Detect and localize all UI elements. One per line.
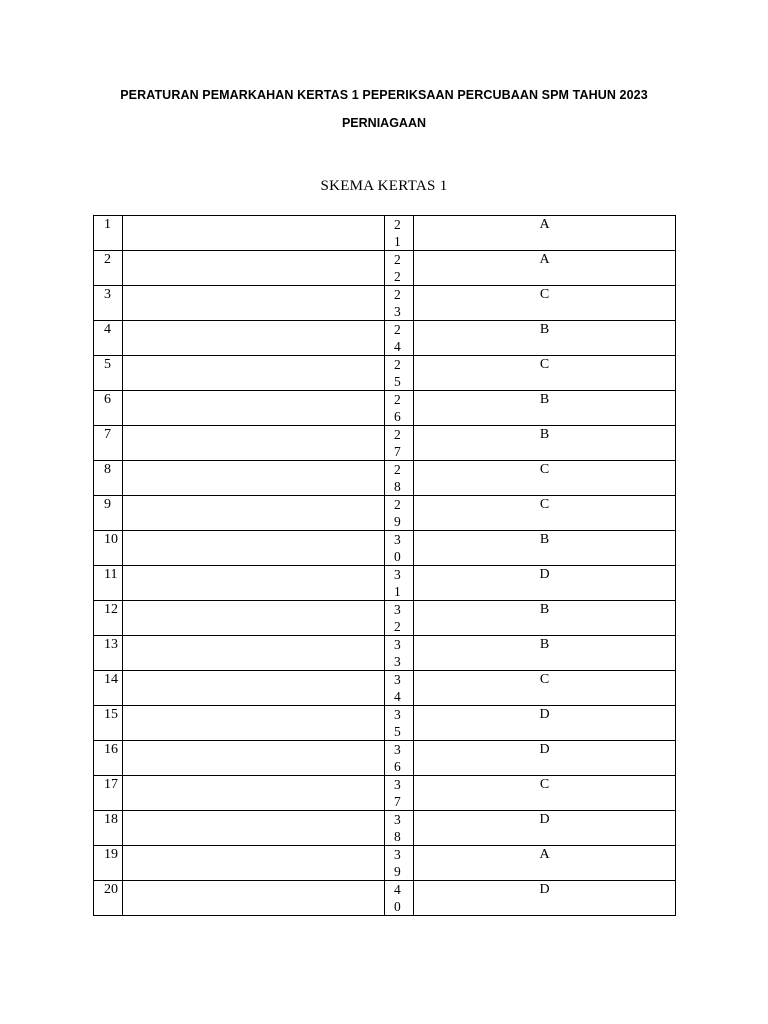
table-row xyxy=(94,356,676,391)
question-number-digit: 1 xyxy=(394,584,401,599)
answer-cell: B xyxy=(414,321,676,356)
question-number-cell: 15 xyxy=(94,706,123,741)
table-row xyxy=(94,846,676,881)
question-number-cell xyxy=(385,531,414,566)
answer-scheme-table xyxy=(93,215,676,916)
question-number-digit: 9 xyxy=(394,514,401,529)
question-number-digit: 7 xyxy=(394,444,401,459)
table-row xyxy=(94,251,676,286)
question-number-cell xyxy=(385,461,414,496)
answer-cell xyxy=(123,216,385,251)
answer-cell xyxy=(123,601,385,636)
question-number-digit: 0 xyxy=(394,899,401,914)
question-number-digit: 6 xyxy=(394,409,401,424)
answer-cell xyxy=(123,496,385,531)
question-number-digit: 3 xyxy=(394,602,401,617)
question-number-digit: 3 xyxy=(394,742,401,757)
answer-cell: C xyxy=(414,496,676,531)
answer-cell xyxy=(123,706,385,741)
answer-cell xyxy=(123,566,385,601)
question-number-cell: 7 xyxy=(94,426,123,461)
question-number-digit: 3 xyxy=(394,654,401,669)
answer-cell: A xyxy=(414,216,676,251)
table-row xyxy=(94,601,676,636)
question-number-digit: 4 xyxy=(394,339,401,354)
document-title: PERATURAN PEMARKAHAN KERTAS 1 PEPERIKSAAN PERCUBAAN SPM TAHUN 2023 xyxy=(120,88,648,102)
table-row xyxy=(94,286,676,321)
question-number-cell: 18 xyxy=(94,811,123,846)
question-number-cell: 17 xyxy=(94,776,123,811)
table-row xyxy=(94,636,676,671)
question-number-digit: 2 xyxy=(394,217,401,232)
answer-cell xyxy=(123,776,385,811)
answer-cell xyxy=(123,321,385,356)
table-row xyxy=(94,531,676,566)
question-number-digit: 5 xyxy=(394,724,401,739)
answer-table-body xyxy=(94,216,676,916)
subject-title: PERNIAGAAN xyxy=(341,116,427,130)
question-number-cell xyxy=(385,636,414,671)
answer-cell xyxy=(123,391,385,426)
question-number-digit: 3 xyxy=(394,847,401,862)
question-number-cell: 3 xyxy=(94,286,123,321)
question-number-cell: 6 xyxy=(94,391,123,426)
question-number-digit: 2 xyxy=(394,392,401,407)
table-row xyxy=(94,706,676,741)
question-number-cell: 5 xyxy=(94,356,123,391)
question-number-cell: 20 xyxy=(94,881,123,916)
answer-cell xyxy=(123,356,385,391)
question-number-cell xyxy=(385,811,414,846)
question-number-digit: 4 xyxy=(394,882,401,897)
answer-cell: D xyxy=(414,706,676,741)
table-row xyxy=(94,461,676,496)
answer-cell xyxy=(123,671,385,706)
question-number-cell: 12 xyxy=(94,601,123,636)
answer-cell: B xyxy=(414,426,676,461)
question-number-digit: 9 xyxy=(394,864,401,879)
question-number-cell: 11 xyxy=(94,566,123,601)
question-number-digit: 3 xyxy=(394,304,401,319)
question-number-digit: 3 xyxy=(394,707,401,722)
question-number-cell xyxy=(385,846,414,881)
table-row xyxy=(94,671,676,706)
question-number-digit: 3 xyxy=(394,637,401,652)
question-number-cell xyxy=(385,881,414,916)
question-number-cell: 1 xyxy=(94,216,123,251)
answer-cell: D xyxy=(414,566,676,601)
question-number-cell: 4 xyxy=(94,321,123,356)
answer-cell: C xyxy=(414,356,676,391)
answer-cell: B xyxy=(414,531,676,566)
question-number-digit: 5 xyxy=(394,374,401,389)
question-number-cell xyxy=(385,391,414,426)
table-row xyxy=(94,881,676,916)
table-row xyxy=(94,741,676,776)
question-number-cell: 9 xyxy=(94,496,123,531)
answer-cell xyxy=(123,636,385,671)
answer-cell: C xyxy=(414,671,676,706)
scheme-title: SKEMA KERTAS 1 xyxy=(320,178,448,194)
table-row xyxy=(94,391,676,426)
answer-cell: C xyxy=(414,776,676,811)
question-number-digit: 6 xyxy=(394,759,401,774)
question-number-cell: 13 xyxy=(94,636,123,671)
question-number-digit: 8 xyxy=(394,479,401,494)
question-number-digit: 4 xyxy=(394,689,401,704)
question-number-cell: 16 xyxy=(94,741,123,776)
question-number-cell xyxy=(385,776,414,811)
question-number-digit: 2 xyxy=(394,357,401,372)
answer-cell xyxy=(123,741,385,776)
answer-cell: D xyxy=(414,741,676,776)
question-number-digit: 7 xyxy=(394,794,401,809)
question-number-cell: 8 xyxy=(94,461,123,496)
question-number-digit: 2 xyxy=(394,252,401,267)
question-number-digit: 2 xyxy=(394,287,401,302)
question-number-cell xyxy=(385,321,414,356)
answer-cell xyxy=(123,461,385,496)
question-number-digit: 3 xyxy=(394,567,401,582)
question-number-cell xyxy=(385,566,414,601)
question-number-cell xyxy=(385,706,414,741)
question-number-cell: 2 xyxy=(94,251,123,286)
answer-cell xyxy=(123,251,385,286)
answer-cell: B xyxy=(414,601,676,636)
answer-cell xyxy=(123,531,385,566)
question-number-cell xyxy=(385,286,414,321)
question-number-digit: 2 xyxy=(394,497,401,512)
question-number-cell: 10 xyxy=(94,531,123,566)
question-number-digit: 2 xyxy=(394,269,401,284)
question-number-cell xyxy=(385,496,414,531)
question-number-cell xyxy=(385,426,414,461)
table-row xyxy=(94,216,676,251)
question-number-digit: 3 xyxy=(394,672,401,687)
question-number-digit: 0 xyxy=(394,549,401,564)
table-row xyxy=(94,321,676,356)
question-number-cell: 19 xyxy=(94,846,123,881)
answer-cell xyxy=(123,426,385,461)
answer-cell xyxy=(123,881,385,916)
question-number-cell xyxy=(385,671,414,706)
answer-cell xyxy=(123,846,385,881)
answer-cell: B xyxy=(414,636,676,671)
question-number-digit: 3 xyxy=(394,812,401,827)
question-number-cell xyxy=(385,251,414,286)
table-row xyxy=(94,776,676,811)
question-number-cell xyxy=(385,741,414,776)
answer-cell: A xyxy=(414,846,676,881)
answer-cell: B xyxy=(414,391,676,426)
question-number-digit: 2 xyxy=(394,322,401,337)
question-number-digit: 2 xyxy=(394,462,401,477)
table-row xyxy=(94,496,676,531)
table-row xyxy=(94,811,676,846)
question-number-cell xyxy=(385,216,414,251)
question-number-cell xyxy=(385,356,414,391)
question-number-cell xyxy=(385,601,414,636)
question-number-digit: 8 xyxy=(394,829,401,844)
question-number-digit: 3 xyxy=(394,532,401,547)
question-number-digit: 2 xyxy=(394,619,401,634)
table-row xyxy=(94,426,676,461)
question-number-digit: 2 xyxy=(394,427,401,442)
answer-cell: C xyxy=(414,286,676,321)
answer-cell xyxy=(123,286,385,321)
question-number-cell: 14 xyxy=(94,671,123,706)
answer-cell: A xyxy=(414,251,676,286)
answer-cell: C xyxy=(414,461,676,496)
table-row xyxy=(94,566,676,601)
answer-cell: D xyxy=(414,881,676,916)
question-number-digit: 3 xyxy=(394,777,401,792)
answer-cell xyxy=(123,811,385,846)
answer-cell: D xyxy=(414,811,676,846)
question-number-digit: 1 xyxy=(394,234,401,249)
